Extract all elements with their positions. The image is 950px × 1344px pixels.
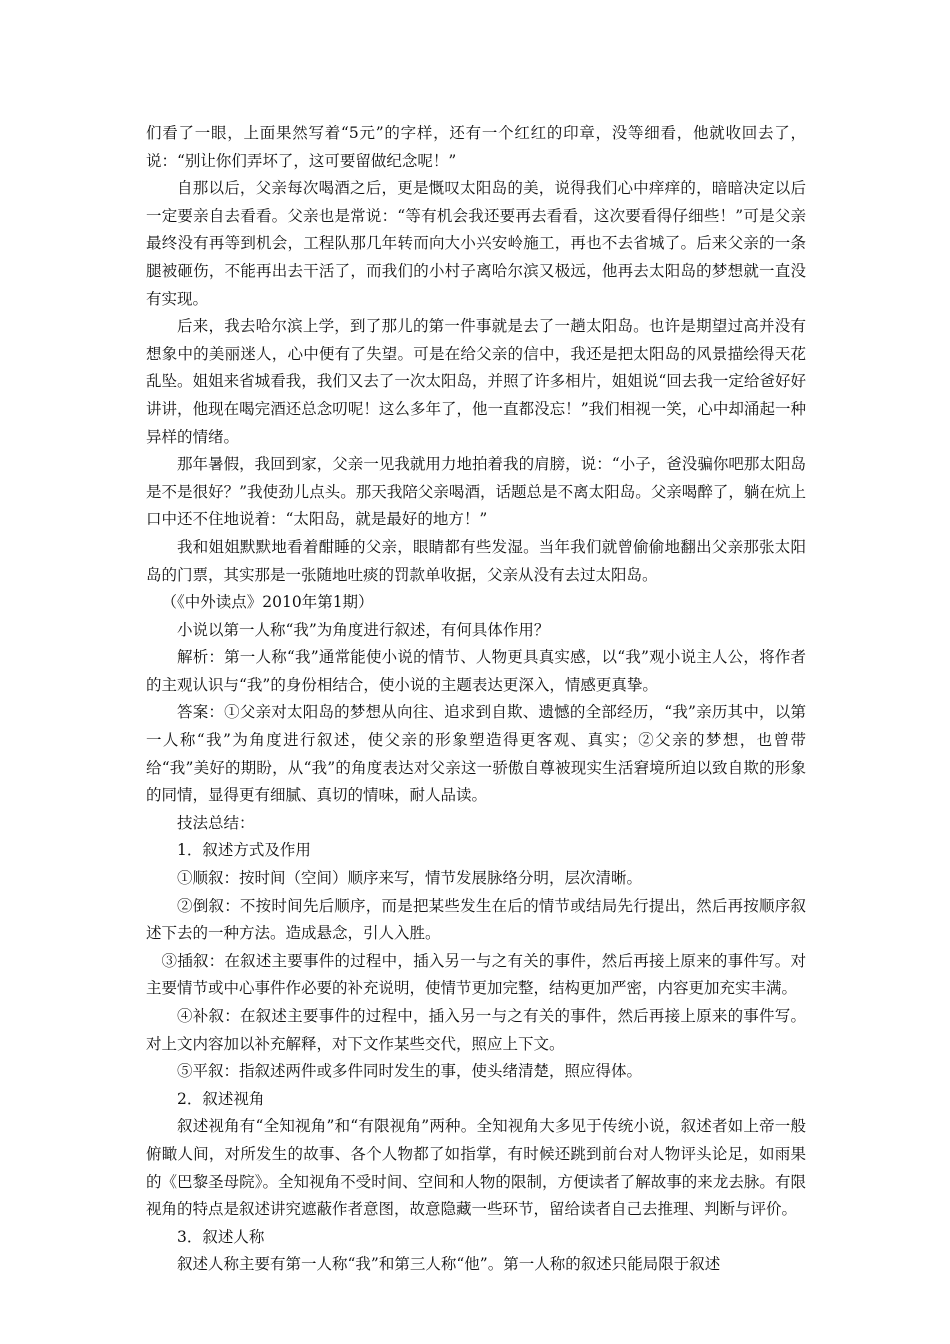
list-item: ①顺叙：按时间（空间）顺序来写，情节发展脉络分明，层次清晰。 [177,869,643,888]
source-citation: （《中外读点》2010年第1期） [161,593,374,612]
paragraph: 自那以后，父亲每次喝酒之后，更是慨叹太阳岛的美，说得我们心中痒痒的，暗暗决定以后一定要亲自去看看。父亲也是常说：“等有机会我还要再去看看，这次要看得仔细些！”可是父亲最终没有再等到机会，工程队那几年转而向大小兴安岭施工，再也不去省城了。后来父亲的一条腿被砸伤，不能再出去干活了，而我们的小村子离哈尔滨又极远，他再去太阳岛的梦想就一直没有实现。 [146,179,806,308]
answer: 答案：①父亲对太阳岛的梦想从向往、追求到自欺、遗憾的全部经历，“我”亲历其中，以第一人称“我”为角度进行叙述，使父亲的形象塑造得更客观、真实；②父亲的梦想，也曾带给“我”美好的期盼，从“我”的角度表达对父亲这一骄傲自尊被现实生活窘境所迫以致自欺的形象的同情，显得更有细腻、真切的情味，耐人品读。 [146,703,806,805]
paragraph: 叙述视角有“全知视角”和“有限视角”两种。全知视角大多见于传统小说，叙述者如上帝一般俯瞰人间，对所发生的故事、各个人物都了如指掌，有时候还跳到前台对人物评头论足，如雨果的《巴黎圣母院》。全知视角不受时间、空间和人物的限制，方便读者了解故事的来龙去脉。有限视角的特点是叙述讲究遮蔽作者意图，故意隐藏一些环节，留给读者自己去推理、判断与评价。 [146,1117,806,1219]
document-body [146,120,806,1279]
list-item: ⑤平叙：指叙述两件或多件同时发生的事，使头绪清楚，照应得体。 [177,1062,643,1081]
paragraph: 后来，我去哈尔滨上学，到了那儿的第一件事就是去了一趟太阳岛。也许是期望过高并没有想象中的美丽迷人，心中便有了失望。可是在给父亲的信中，我还是把太阳岛的风景描绘得天花乱坠。姐姐来省城看我，我们又去了一次太阳岛，并照了许多相片，姐姐说“回去我一定给爸好好讲讲，他现在喝完酒还总念叨呢！这么多年了，他一直都没忘！”我们相视一笑，心中却涌起一种异样的情绪。 [146,317,806,446]
paragraph: 我和姐姐默默地看着酣睡的父亲，眼睛都有些发湿。当年我们就曾偷偷地翻出父亲那张太阳岛的门票，其实那是一张随地吐痰的罚款单收据，父亲从没有去过太阳岛。 [146,537,806,584]
subsection-heading: 3．叙述人称 [177,1227,265,1246]
analysis: 解析：第一人称“我”通常能使小说的情节、人物更具真实感，以“我”观小说主人公，将作者的主观认识与“我”的身份相结合，使小说的主题表达更深入，情感更真挚。 [146,648,806,694]
subsection-heading: 2．叙述视角 [177,1089,265,1108]
paragraph: 叙述人称主要有第一人称“我”和第三人称“他”。第一人称的叙述只能局限于叙述 [177,1255,721,1274]
section-heading: 技法总结： [177,813,255,832]
list-item: ④补叙：在叙述主要事件的过程中，插入另一与之有关的事件，然后再接上原来的事件写。对上文内容加以补充解释，对下文作某些交代，照应上下文。 [146,1007,806,1053]
question: 小说以第一人称“我”为角度进行叙述，有何具体作用？ [177,620,550,639]
paragraph: 那年暑假，我回到家，父亲一见我就用力地拍着我的肩膀，说：“小子，爸没骗你吧那太阳岛是不是很好？”我使劲儿点头。那天我陪父亲喝酒，话题总是不离太阳岛。父亲喝醉了，躺在炕上口中还不住地说着：“太阳岛，就是最好的地方！” [146,455,806,529]
list-item: ②倒叙：不按时间先后顺序，而是把某些发生在后的情节或结局先行提出，然后再按顺序叙述下去的一种方法。造成悬念，引人入胜。 [146,896,806,943]
list-item: ③插叙：在叙述主要事件的过程中，插入另一与之有关的事件，然后再接上原来的事件写。对主要情节或中心事件作必要的补充说明，使情节更加完整，结构更加严密，内容更加充实丰满。 [146,951,806,998]
paragraph-continuation: 们看了一眼，上面果然写着“5元”的字样，还有一个红红的印章，没等细看，他就收回去了，说：“别让你们弄坏了，这可要留做纪念呢！” [146,124,806,170]
subsection-heading: 1．叙述方式及作用 [177,841,311,860]
